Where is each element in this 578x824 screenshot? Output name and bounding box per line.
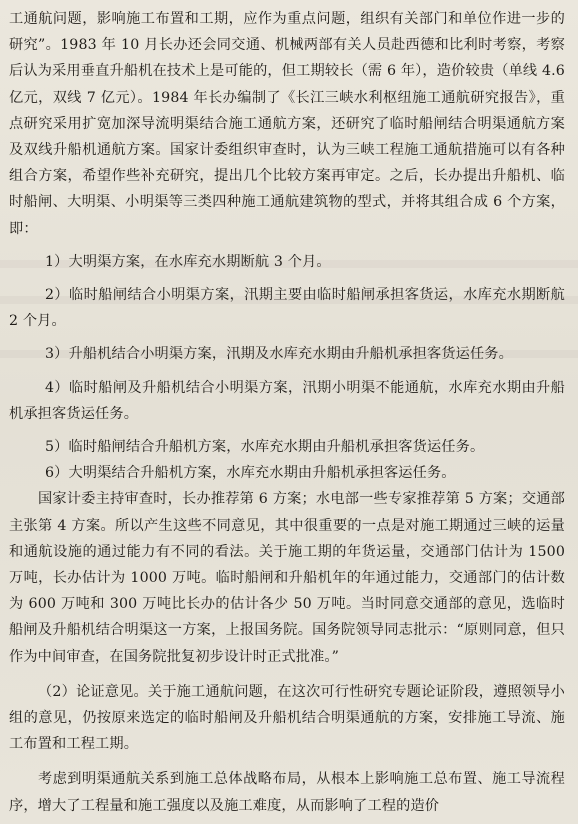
argument-paragraph: （2）论证意见。关于施工通航问题，在这次可行性研究专题论证阶段，遵照领导小组的意见，仍按原来选定的临时船闸及升船机结合明渠通航的方案，安排施工导流、施工布置和工程工期。 bbox=[9, 683, 565, 753]
show-through-artifact bbox=[0, 296, 578, 304]
option-1: 1）大明渠方案，在水库充水期断航 3 个月。 bbox=[45, 253, 331, 270]
show-through-artifact bbox=[0, 350, 578, 358]
intro-paragraph: 工通航问题，影响施工布置和工期，应作为重点问题，组织有关部门和单位作进一步的研究”。1983 年 10 月长办还会同交通、机械两部有关人员赴西德和比利时考察，考察后认为采用垂直升船机在技术上是可能的，但工期较长（需 6 年），造价较贵（单线 4.6 亿元，双线 7 亿元）。1984 年长办编制了《长江三峡水利枢纽施工通航研究报告》，重点研究采用扩宽加深导流明渠结合施工通航方案，还研究了临时船闸结合明渠通航方案及双线升船机通航方案。国家计委组织审查时，认为三峡工程施工通航措施可以有各种组合方案，希望作些补充研究，提出几个比较方案再审定。之后，长办提出升船机、临时船闸、大明渠、小明渠等三类四种施工通航建筑物的型式，并将其组合成 6 个方案，即： bbox=[9, 11, 565, 237]
review-paragraph: 国家计委主持审查时，长办推荐第 6 方案；水电部一些专家推荐第 5 方案；交通部主张第 4 方案。所以产生这些不同意见，其中很重要的一点是对施工期通过三峡的运量和通航设施的通过能力有不同的看法。关于施工期的年货运量，交通部门估计为 1500 万吨，长办估计为 1000 万吨。临时船闸和升船机年的年通过能力，交通部门的估计数为 600 万吨和 300 万吨比长办的估计各少 50 万吨。当时同意交通部的意见，选临时船闸及升船机结合明渠这一方案，上报国务院。国务院领导同志批示：“原则同意，但只作为中间审查，在国务院批复初步设计时正式批准。” bbox=[9, 491, 565, 665]
final-paragraph: 考虑到明渠通航关系到施工总体战略布局，从根本上影响施工总布置、施工导流程序，增大了工程量和施工强度以及施工难度，从而影响了工程的造价 bbox=[9, 771, 565, 814]
option-6: 6）大明渠结合升船机方案，水库充水期由升船机承担客运任务。 bbox=[45, 465, 456, 482]
option-2: 2）临时船闸结合小明渠方案，汛期主要由临时船闸承担客货运，水库充水期断航 2 个月。 bbox=[9, 287, 565, 330]
option-5: 5）临时船闸结合升船机方案，水库充水期由升船机承担客货运任务。 bbox=[45, 439, 485, 456]
show-through-artifact bbox=[0, 260, 578, 268]
option-4: 4）临时船闸及升船机结合小明渠方案，汛期小明渠不能通航，水库充水期由升船机承担客货运任务。 bbox=[9, 379, 565, 422]
option-3: 3）升船机结合小明渠方案，汛期及水库充水期由升船机承担客货运任务。 bbox=[45, 346, 513, 363]
